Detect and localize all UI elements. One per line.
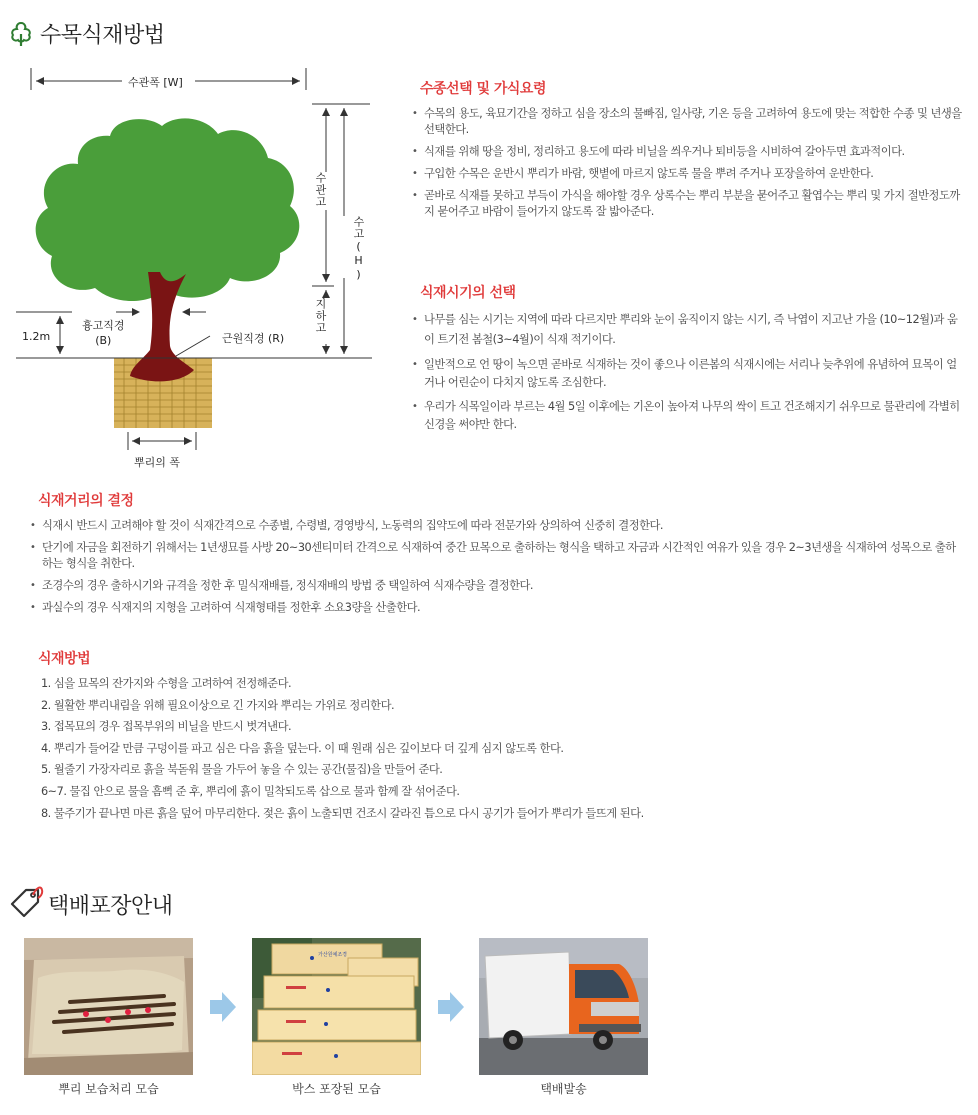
species-section	[412, 78, 968, 226]
box-packaging-photo	[252, 938, 421, 1075]
distance-section	[30, 490, 960, 622]
root-collar-label: 근원직경 (R)	[222, 332, 285, 345]
height-mark-label: 1.2m	[22, 330, 51, 343]
tree-diagram-graphic	[0, 60, 400, 480]
crown-height-label: 수관고	[314, 172, 327, 208]
list-item: • 일반적으로 언 땅이 녹으면 곧바로 식재하는 것이 좋으나 이른봄의 식재시에는 서리나 늦추위에 유념하여 묘목이 얼거나 어린순이 다치지 않도록 조심한다.	[412, 356, 964, 392]
timing-title: 식재시기의 선택	[420, 285, 516, 301]
distance-title: 식재거리의 결정	[38, 493, 134, 509]
list-item: • 수목의 용도, 육묘기간을 정하고 심을 장소의 물빠짐, 일사량, 기온 등을 고려하여 용도에 맞는 적합한 수종 및 년생을 선택한다.	[412, 106, 968, 138]
photo-caption: 뿌리 보습처리 모습	[58, 1082, 159, 1096]
list-item: 4. 뿌리가 들어갈 만큼 구덩이를 파고 심은 다음 흙을 덮는다. 이 때 원래 심은 깊이보다 더 깊게 심지 않도록 한다.	[41, 741, 564, 755]
page-title: 수목식재방법	[40, 23, 165, 48]
method-title: 식재방법	[38, 651, 91, 667]
tree-crown	[36, 118, 300, 301]
tree-diagram	[0, 60, 400, 480]
list-item: 8. 물주기가 끝나면 마른 흙을 덮어 마무리한다. 젖은 흙이 노출되면 건조시 갈라진 틈으로 다시 공기가 들어가 뿌리가 들뜨게 된다.	[41, 806, 644, 820]
method-list	[41, 676, 958, 822]
tree-icon	[8, 20, 34, 48]
tree-height-label: 수고(H)	[352, 216, 365, 282]
trunk-diameter-label: 흉고직경 (B)	[82, 319, 125, 347]
list-item: 6~7. 물집 안으로 물을 흠뻑 준 후, 뿌리에 흙이 밀착되도록 삽으로 물과 함께 잘 섞어준다.	[41, 784, 460, 798]
list-item: • 조경수의 경우 출하시기와 규격을 정한 후 밀식재배를, 정식재배의 방법 중 택일하여 식재수량을 결정한다.	[30, 578, 960, 594]
list-item: • 우리가 식목일이라 부르는 4월 5일 이후에는 기온이 높아져 나무의 싹이 트고 건조해지기 쉬우므로 물관리에 각별히 신경을 써야만 한다.	[412, 398, 964, 434]
list-item: • 식재를 위해 땅을 정비, 정리하고 용도에 따라 비닐을 씌우거나 퇴비등을 시비하여 갈아두면 효과적이다.	[412, 144, 968, 160]
photo-caption: 박스 포장된 모습	[292, 1082, 381, 1096]
species-list	[412, 106, 968, 220]
list-item: • 구입한 수목은 운반시 뿌리가 바람, 햇볕에 마르지 않도록 물을 뿌려 주거나 포장을하여 운반한다.	[412, 166, 968, 182]
distance-list	[30, 518, 960, 616]
list-item: 5. 월줄기 가장자리로 흙을 북돋워 물을 가두어 놓을 수 있는 공간(물집)을 만들어 준다.	[41, 763, 443, 777]
clear-height-label: 지하고	[314, 298, 327, 334]
root-moisture-photo	[24, 938, 193, 1075]
crown-width-label: 수관폭 [W]	[128, 76, 183, 89]
list-item: 2. 월활한 뿌리내림을 위해 필요이상으로 긴 가지와 뿌리는 가위로 정리한다.	[41, 698, 395, 712]
species-title: 수종선택 및 가식요령	[420, 81, 546, 97]
list-item: • 나무를 심는 시기는 지역에 따라 다르지만 뿌리와 눈이 움직이지 않는 시기, 즉 낙엽이 지고난 가을 (10~12월)과 움이 트기전 봄철(3~4월)이 식재 적기이다.	[412, 310, 964, 350]
list-item: 1. 심을 묘목의 잔가지와 수형을 고려하여 전정해준다.	[41, 677, 292, 690]
list-item: • 곧바로 식재를 못하고 부득이 가식을 해야할 경우 상록수는 뿌리 부분을 묻어주고 활엽수는 뿌리 및 가지 절반정도까지 묻어주고 바람이 들어가지 않도록 잘 밟아준다.	[412, 188, 968, 220]
method-section	[38, 648, 958, 827]
list-item: • 과실수의 경우 식재지의 지형을 고려하여 식재형태를 정한후 소요3량을 산출한다.	[30, 600, 960, 616]
photo-caption: 택배발송	[540, 1082, 587, 1096]
box-label-text: 가산원예조경	[318, 952, 347, 958]
next-step-arrow-icon	[436, 990, 466, 1024]
list-item: 3. 접목묘의 경우 접목부위의 비닐을 반드시 벗겨낸다.	[41, 720, 292, 734]
root-width-label: 뿌리의 폭	[134, 456, 181, 469]
timing-section	[412, 282, 964, 440]
list-item: • 단기에 자금을 회전하기 위해서는 1년생묘를 사방 20~30센티미터 간격으로 식재하여 중간 묘목으로 출하하는 형식을 택하고 자금과 시간적인 여유가 있을 경우 2~3년생을 식재하여 성목으로 출하하는 형식을 취한다.	[30, 540, 960, 572]
list-item: • 식재시 반드시 고려해야 할 것이 식재간격으로 수종별, 수령별, 경영방식, 노동력의 집약도에 따라 전문가와 상의하여 신중히 결정한다.	[30, 518, 960, 534]
tag-icon	[10, 884, 44, 918]
delivery-truck-photo	[479, 938, 648, 1075]
timing-list	[412, 310, 964, 434]
delivery-title: 택배포장안내	[48, 894, 173, 919]
next-step-arrow-icon	[208, 990, 238, 1024]
